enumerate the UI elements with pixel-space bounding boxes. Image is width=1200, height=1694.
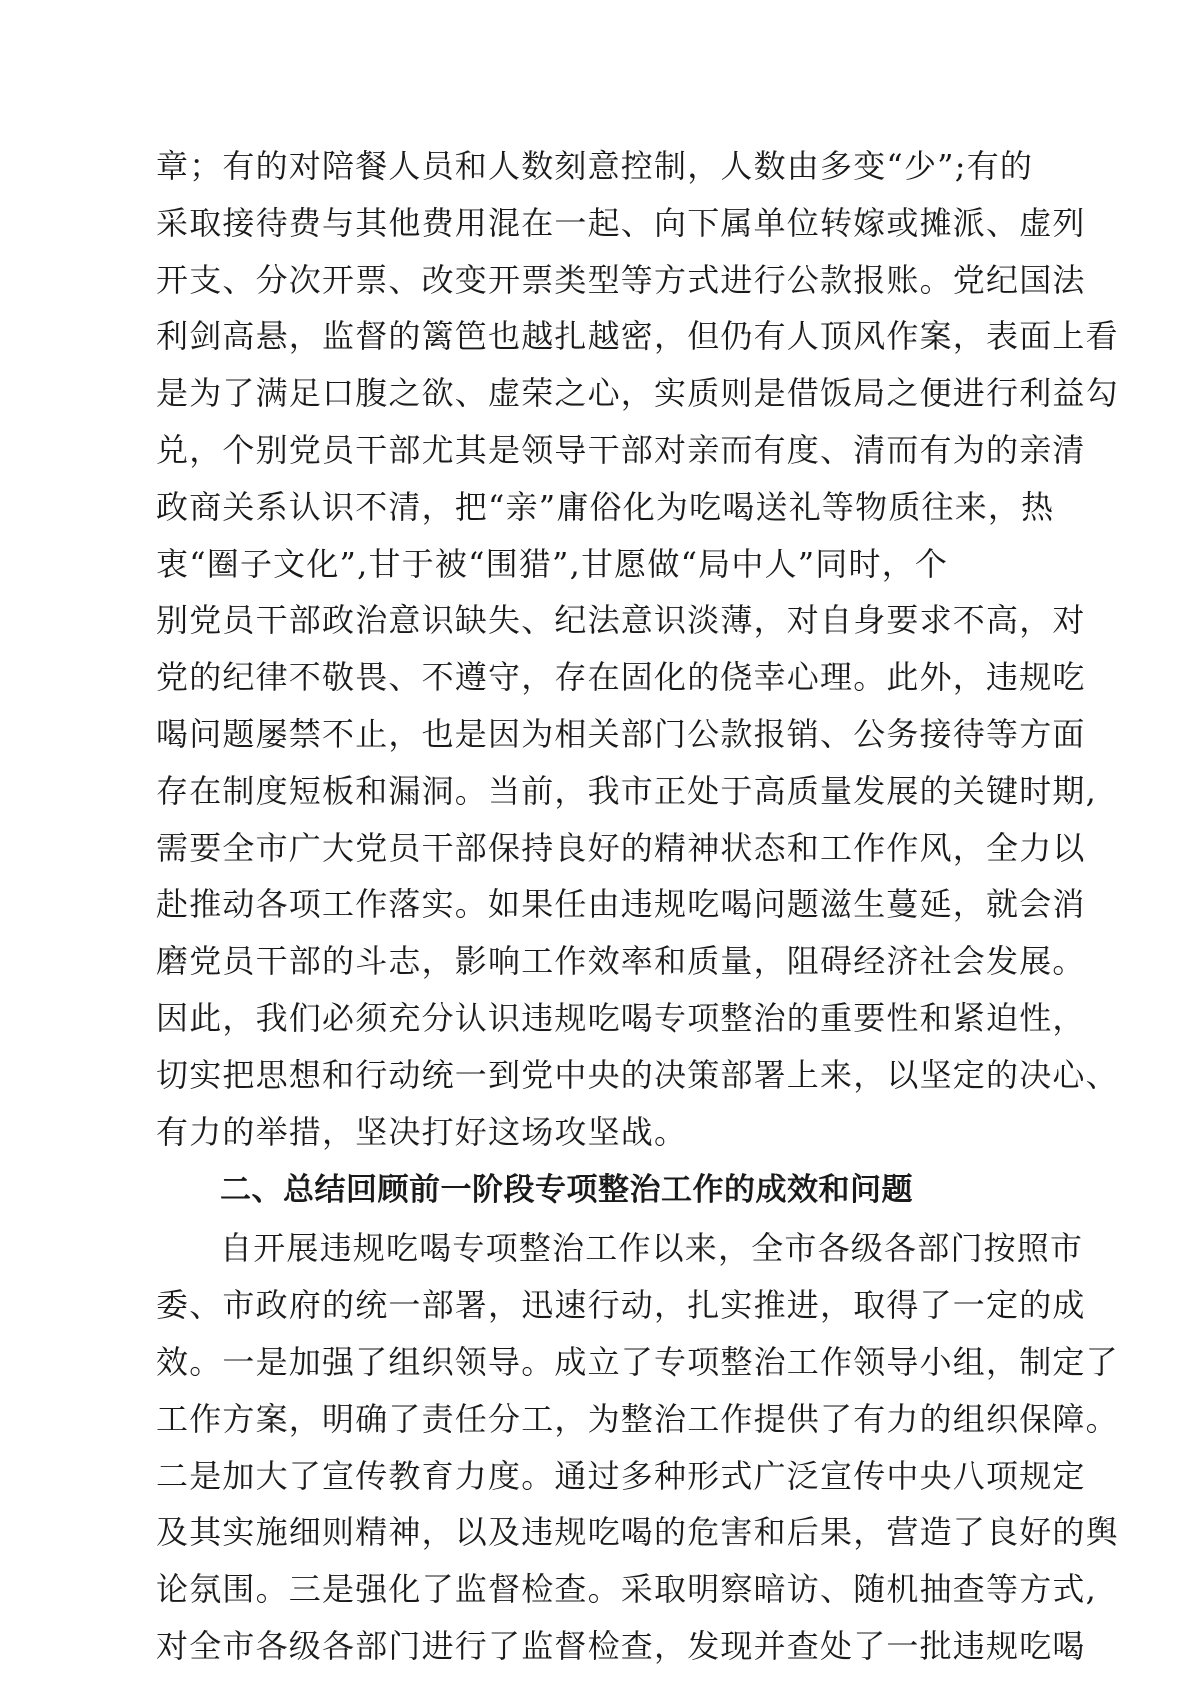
text-line: 磨党员干部的斗志，影响工作效率和质量，阻碍经济社会发展。 xyxy=(156,942,1086,981)
document-body xyxy=(156,138,1119,1675)
text-line: 及其实施细则精神，以及违规吃喝的危害和后果，营造了良好的舆 xyxy=(156,1513,1119,1552)
text-line: 兑，个别党员干部尤其是领导干部对亲而有度、清而有为的亲清 xyxy=(156,430,1086,469)
text-line: 需要全市广大党员干部保持良好的精神状态和工作作风，全力以 xyxy=(156,828,1086,867)
paragraph-2 xyxy=(156,1220,1119,1674)
text-line: 效。一是加强了组织领导。成立了专项整治工作领导小组，制定了 xyxy=(156,1342,1119,1381)
section-heading: 二、总结回顾前一阶段专项整治工作的成效和问题 xyxy=(220,1172,913,1209)
text-line: 存在制度短板和漏洞。当前，我市正处于高质量发展的关键时期, xyxy=(156,771,1097,810)
paragraph-1 xyxy=(156,138,1119,1160)
text-line: 喝问题屡禁不止，也是因为相关部门公款报销、公务接待等方面 xyxy=(156,714,1086,753)
text-line: 自开展违规吃喝专项整治工作以来，全市各级各部门按照市 xyxy=(220,1229,1084,1268)
text-line: 利剑高悬，监督的篱笆也越扎越密，但仍有人顶风作案，表面上看 xyxy=(156,317,1119,356)
text-line: 章；有的对陪餐人员和人数刻意控制，人数由多变“少”;有的 xyxy=(156,147,1034,185)
text-line: 别党员干部政治意识缺失、纪法意识淡薄，对自身要求不高，对 xyxy=(156,601,1086,640)
text-line: 因此，我们必须充分认识违规吃喝专项整治的重要性和紧迫性， xyxy=(156,998,1086,1037)
text-line: 工作方案，明确了责任分工，为整治工作提供了有力的组织保障。 xyxy=(156,1399,1119,1438)
text-line: 赴推动各项工作落实。如果任由违规吃喝问题滋生蔓延，就会消 xyxy=(156,885,1086,924)
text-line: 二是加大了宣传教育力度。通过多种形式广泛宣传中央八项规定 xyxy=(156,1456,1086,1495)
text-line: 政商关系认识不清，把“亲”庸俗化为吃喝送礼等物质往来，热 xyxy=(156,487,1055,526)
text-line: 开支、分次开票、改变开票类型等方式进行公款报账。党纪国法 xyxy=(156,260,1086,299)
text-line: 论氛围。三是强化了监督检查。采取明察暗访、随机抽查等方式, xyxy=(156,1570,1097,1609)
text-line: 党的纪律不敬畏、不遵守，存在固化的侥幸心理。此外，违规吃 xyxy=(156,658,1086,697)
text-line: 采取接待费与其他费用混在一起、向下属单位转嫁或摊派、虚列 xyxy=(156,203,1086,242)
text-line: 对全市各级各部门进行了监督检查，发现并查处了一批违规吃喝 xyxy=(156,1626,1086,1665)
text-line: 切实把思想和行动统一到党中央的决策部署上来，以坚定的决心、 xyxy=(156,1055,1119,1094)
text-line: 衷“圈子文化”,甘于被“围猎”,甘愿做“局中人”同时，个 xyxy=(156,544,949,583)
text-line: 委、市政府的统一部署，迅速行动，扎实推进，取得了一定的成 xyxy=(156,1286,1086,1325)
text-line: 是为了满足口腹之欲、虚荣之心，实质则是借饭局之便进行利益勾 xyxy=(156,374,1119,413)
text-line: 有力的举措，坚决打好这场攻坚战。 xyxy=(156,1112,688,1151)
